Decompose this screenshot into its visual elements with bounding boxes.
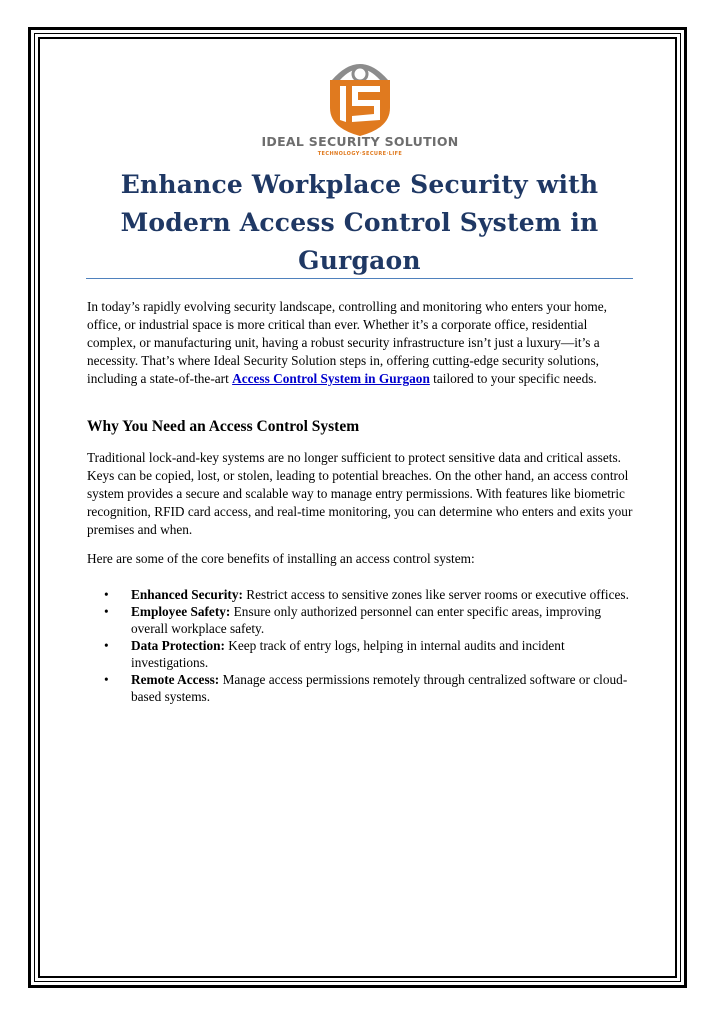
section-paragraph: Traditional lock-and-key systems are no longer sufficient to protect sensitive data and critical assets. Keys can be copied, lost, or stolen, leading to potential breaches. On the other hand, an access control system provides a secure and scalable way to manage entry permissions. With features like biometric recognition, RFID card access, and real-time monitoring, you can determine who enters and exits your premises and when. bbox=[87, 450, 633, 537]
benefit-text: Ensure only authorized personnel can enter specific areas, improving overall workplace safety. bbox=[131, 604, 602, 636]
list-item bbox=[87, 637, 637, 671]
document-title: Enhance Workplace Security with Modern Access Control System in Gurgaon bbox=[120, 170, 599, 275]
list-item bbox=[87, 603, 637, 637]
logo-brand-text: IDEAL SECURITY SOLUTION bbox=[261, 134, 459, 149]
benefit-text: Restrict access to sensitive zones like server rooms or executive offices. bbox=[242, 587, 629, 602]
ideal-security-solution-logo-icon bbox=[261, 50, 459, 158]
benefit-text: Keep track of entry logs, helping in internal audits and incident investigations. bbox=[131, 638, 565, 670]
bullet-icon: • bbox=[104, 672, 109, 687]
bullet-icon: • bbox=[104, 604, 109, 619]
company-logo bbox=[261, 50, 459, 158]
access-control-link[interactable]: Access Control System in Gurgaon bbox=[232, 371, 430, 386]
list-item bbox=[87, 671, 637, 705]
intro-paragraph bbox=[87, 298, 637, 388]
intro-text-after-link: tailored to your specific needs. bbox=[429, 371, 597, 386]
benefit-text: Manage access permissions remotely through centralized software or cloud-based systems. bbox=[131, 672, 628, 704]
list-item bbox=[87, 586, 637, 603]
benefit-term: Remote Access: bbox=[131, 672, 220, 687]
benefits-intro: Here are some of the core benefits of installing an access control system: bbox=[87, 551, 475, 566]
benefit-term: Employee Safety: bbox=[131, 604, 231, 619]
bullet-icon: • bbox=[104, 587, 109, 602]
benefit-term: Data Protection: bbox=[131, 638, 225, 653]
intro-text-before-link: In today’s rapidly evolving security landscape, controlling and monitoring who enters your home, office, or industrial space is more critical than ever. Whether it’s a corporate office, residential complex, or manufacturing unit, having a robust security infrastructure isn’t just a luxury—it’s a necessity. That’s where Ideal Security Solution steps in, offering cutting-edge security solutions, including a state-of-the-art bbox=[87, 299, 607, 386]
benefits-list bbox=[87, 586, 637, 705]
benefit-term: Enhanced Security: bbox=[131, 587, 243, 602]
bullet-icon: • bbox=[104, 638, 109, 653]
logo-tagline: TECHNOLOGY·SECURE·LIFE bbox=[317, 151, 403, 157]
title-underline-divider bbox=[86, 278, 633, 279]
section-heading: Why You Need an Access Control System bbox=[87, 418, 360, 435]
